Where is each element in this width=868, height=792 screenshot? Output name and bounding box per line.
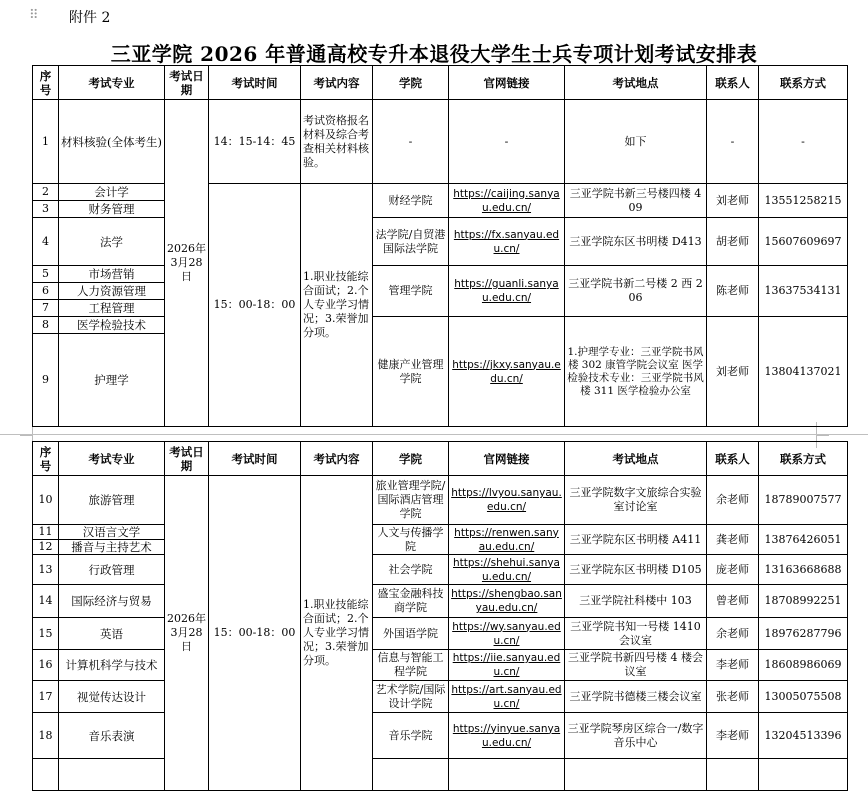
row-major: 视觉传达设计 xyxy=(59,681,165,713)
row-major: 人力资源管理 xyxy=(59,283,165,300)
page-break xyxy=(0,434,868,435)
contact-person xyxy=(707,759,759,791)
exam-time: 15：00-18：00 xyxy=(209,184,301,427)
exam-location: 三亚学院东区书明楼 A411 xyxy=(565,525,707,555)
college-name: 艺术学院/国际设计学院 xyxy=(373,681,449,713)
header-major: 考试专业 xyxy=(59,442,165,476)
exam-location: 三亚学院书新四号楼 4 楼会议室 xyxy=(565,650,707,681)
contact-phone: 15607609697 xyxy=(759,218,848,266)
contact-person: 刘老师 xyxy=(707,317,759,427)
header-major: 考试专业 xyxy=(59,66,165,100)
row-major: 护理学 xyxy=(59,334,165,427)
row-no: 16 xyxy=(33,650,59,681)
header-date: 考试日期 xyxy=(165,66,209,100)
exam-location: 三亚学院书新三号楼四楼 409 xyxy=(565,184,707,218)
table-row xyxy=(33,317,848,334)
header-content: 考试内容 xyxy=(301,442,373,476)
row-no: 3 xyxy=(33,201,59,218)
header-date: 考试日期 xyxy=(165,442,209,476)
row-location: 如下 xyxy=(565,100,707,184)
exam-location: 三亚学院书知一号楼 1410 会议室 xyxy=(565,618,707,650)
row-major: 播音与主持艺术 xyxy=(59,540,165,555)
exam-location: 三亚学院东区书明楼 D413 xyxy=(565,218,707,266)
exam-schedule-table-2 xyxy=(32,441,848,791)
row-major: 汉语言文学 xyxy=(59,525,165,540)
row-no: 11 xyxy=(33,525,59,540)
contact-person: 余老师 xyxy=(707,476,759,525)
contact-phone: 13204513396 xyxy=(759,713,848,759)
table-header-row xyxy=(33,442,848,476)
contact-phone: 13637534131 xyxy=(759,266,848,317)
row-major: 旅游管理 xyxy=(59,476,165,525)
row-major: 医学检验技术 xyxy=(59,317,165,334)
row-no: 18 xyxy=(33,713,59,759)
row-no: 4 xyxy=(33,218,59,266)
exam-location: 三亚学院社科楼中 103 xyxy=(565,585,707,618)
college-website-link[interactable]: https://iie.sanyau.edu.cn/ xyxy=(449,650,565,681)
row-major: 材料核验(全体考生) xyxy=(59,100,165,184)
table-row xyxy=(33,476,848,525)
exam-location: 三亚学院琴房区综合一/数字音乐中心 xyxy=(565,713,707,759)
contact-person: 曾老师 xyxy=(707,585,759,618)
row-no xyxy=(33,759,59,791)
exam-date: 2026年3月28日 xyxy=(165,476,209,791)
header-college: 学院 xyxy=(373,442,449,476)
row-major: 工程管理 xyxy=(59,300,165,317)
college-website-link[interactable]: https://caijing.sanyau.edu.cn/ xyxy=(449,184,565,218)
college-website-link[interactable]: https://shehui.sanyau.edu.cn/ xyxy=(449,555,565,585)
row-no: 15 xyxy=(33,618,59,650)
header-content: 考试内容 xyxy=(301,66,373,100)
college-name: 健康产业管理学院 xyxy=(373,317,449,427)
header-phone: 联系方式 xyxy=(759,442,848,476)
header-location: 考试地点 xyxy=(565,66,707,100)
college-name: 管理学院 xyxy=(373,266,449,317)
exam-location: 1.护理学专业：三亚学院书风楼 302 康管学院会议室 医学检验技术专业：三亚学院书风楼 311 医学检验办公室 xyxy=(565,317,707,427)
row-no: 13 xyxy=(33,555,59,585)
header-website: 官网链接 xyxy=(449,66,565,100)
table-row xyxy=(33,713,848,759)
row-major: 市场营销 xyxy=(59,266,165,283)
contact-phone: 18708992251 xyxy=(759,585,848,618)
row-major: 行政管理 xyxy=(59,555,165,585)
row-no: 17 xyxy=(33,681,59,713)
table-row xyxy=(33,555,848,585)
row-major xyxy=(59,759,165,791)
contact-person: 张老师 xyxy=(707,681,759,713)
contact-person: 陈老师 xyxy=(707,266,759,317)
exam-content: 1.职业技能综合面试；2.个人专业学习情况；3.荣誉加分项。 xyxy=(301,476,373,791)
college-name: 信息与智能工程学院 xyxy=(373,650,449,681)
row-no: 9 xyxy=(33,334,59,427)
row-major: 英语 xyxy=(59,618,165,650)
table-row xyxy=(33,618,848,650)
college-name: 人文与传播学院 xyxy=(373,525,449,555)
row-major: 财务管理 xyxy=(59,201,165,218)
college-website-link[interactable]: https://guanli.sanyau.edu.cn/ xyxy=(449,266,565,317)
exam-schedule-table-1 xyxy=(32,65,848,427)
drag-handle-icon[interactable]: ⠿ xyxy=(29,8,38,23)
exam-content: 1.职业技能综合面试；2.个人专业学习情况；3.荣誉加分项。 xyxy=(301,184,373,427)
contact-phone: 18789007577 xyxy=(759,476,848,525)
table-row xyxy=(33,218,848,266)
contact-person: 李老师 xyxy=(707,713,759,759)
row-website: - xyxy=(449,100,565,184)
college-name: 音乐学院 xyxy=(373,713,449,759)
table-row xyxy=(33,759,848,791)
header-contact: 联系人 xyxy=(707,66,759,100)
college-website-link[interactable]: https://fx.sanyau.edu.cn/ xyxy=(449,218,565,266)
page-title: 三亚学院 2026 年普通高校专升本退役大学生士兵专项计划考试安排表 xyxy=(110,42,758,66)
contact-person: 李老师 xyxy=(707,650,759,681)
row-major: 法学 xyxy=(59,218,165,266)
exam-location: 三亚学院书新二号楼 2 西 206 xyxy=(565,266,707,317)
header-location: 考试地点 xyxy=(565,442,707,476)
row-no: 10 xyxy=(33,476,59,525)
row-no: 5 xyxy=(33,266,59,283)
attachment-label: 附件 2 xyxy=(69,10,111,26)
college-website-link[interactable]: https://jkxy.sanyau.edu.cn/ xyxy=(449,317,565,427)
college-name: 法学院/自贸港国际法学院 xyxy=(373,218,449,266)
contact-person: 刘老师 xyxy=(707,184,759,218)
header-phone: 联系方式 xyxy=(759,66,848,100)
table-row xyxy=(33,266,848,283)
contact-phone: 18608986069 xyxy=(759,650,848,681)
exam-date: 2026年3月28日 xyxy=(165,100,209,427)
table-row xyxy=(33,650,848,681)
contact-person: 龚老师 xyxy=(707,525,759,555)
exam-location: 三亚学院数字文旅综合实验室讨论室 xyxy=(565,476,707,525)
college-website-link[interactable]: https://wy.sanyau.edu.cn/ xyxy=(449,618,565,650)
college-website-link[interactable]: https://yinyue.sanyau.edu.cn/ xyxy=(449,713,565,759)
row-no: 2 xyxy=(33,184,59,201)
row-no: 6 xyxy=(33,283,59,300)
table-header-row xyxy=(33,66,848,100)
contact-phone: 13804137021 xyxy=(759,317,848,427)
exam-location: 三亚学院书德楼三楼会议室 xyxy=(565,681,707,713)
row-time: 14：15-14：45 xyxy=(209,100,301,184)
row-content: 考试资格报名材料及综合考查相关材料核验。 xyxy=(301,100,373,184)
college-name: 财经学院 xyxy=(373,184,449,218)
header-contact: 联系人 xyxy=(707,442,759,476)
table-row xyxy=(33,525,848,540)
row-no: 7 xyxy=(33,300,59,317)
row-no: 1 xyxy=(33,100,59,184)
contact-phone xyxy=(759,759,848,791)
row-major: 计算机科学与技术 xyxy=(59,650,165,681)
college-website-link[interactable]: https://renwen.sanyau.edu.cn/ xyxy=(449,525,565,555)
row-contact: - xyxy=(707,100,759,184)
table-row xyxy=(33,184,848,201)
row-no: 14 xyxy=(33,585,59,618)
header-no: 序号 xyxy=(33,66,59,100)
table-row xyxy=(33,681,848,713)
header-no: 序号 xyxy=(33,442,59,476)
header-college: 学院 xyxy=(373,66,449,100)
college-website-link[interactable] xyxy=(449,759,565,791)
header-time: 考试时间 xyxy=(209,442,301,476)
row-major: 会计学 xyxy=(59,184,165,201)
college-name: 外国语学院 xyxy=(373,618,449,650)
contact-phone: 18976287796 xyxy=(759,618,848,650)
header-time: 考试时间 xyxy=(209,66,301,100)
contact-phone: 13163668688 xyxy=(759,555,848,585)
row-college: - xyxy=(373,100,449,184)
college-name xyxy=(373,759,449,791)
exam-location xyxy=(565,759,707,791)
header-website: 官网链接 xyxy=(449,442,565,476)
row-phone: - xyxy=(759,100,848,184)
exam-time: 15：00-18：00 xyxy=(209,476,301,791)
college-name: 旅业管理学院/国际酒店管理学院 xyxy=(373,476,449,525)
college-website-link[interactable]: https://lvyou.sanyau.edu.cn/ xyxy=(449,476,565,525)
contact-phone: 13005075508 xyxy=(759,681,848,713)
college-name: 盛宝金融科技商学院 xyxy=(373,585,449,618)
exam-location: 三亚学院东区书明楼 D105 xyxy=(565,555,707,585)
contact-person: 余老师 xyxy=(707,618,759,650)
contact-phone: 13551258215 xyxy=(759,184,848,218)
contact-phone: 13876426051 xyxy=(759,525,848,555)
table-row xyxy=(33,585,848,618)
college-name: 社会学院 xyxy=(373,555,449,585)
row-major: 音乐表演 xyxy=(59,713,165,759)
row-major: 国际经济与贸易 xyxy=(59,585,165,618)
college-website-link[interactable]: https://art.sanyau.edu.cn/ xyxy=(449,681,565,713)
table-row xyxy=(33,100,848,184)
row-no: 12 xyxy=(33,540,59,555)
row-no: 8 xyxy=(33,317,59,334)
contact-person: 庞老师 xyxy=(707,555,759,585)
college-website-link[interactable]: https://shengbao.sanyau.edu.cn/ xyxy=(449,585,565,618)
contact-person: 胡老师 xyxy=(707,218,759,266)
